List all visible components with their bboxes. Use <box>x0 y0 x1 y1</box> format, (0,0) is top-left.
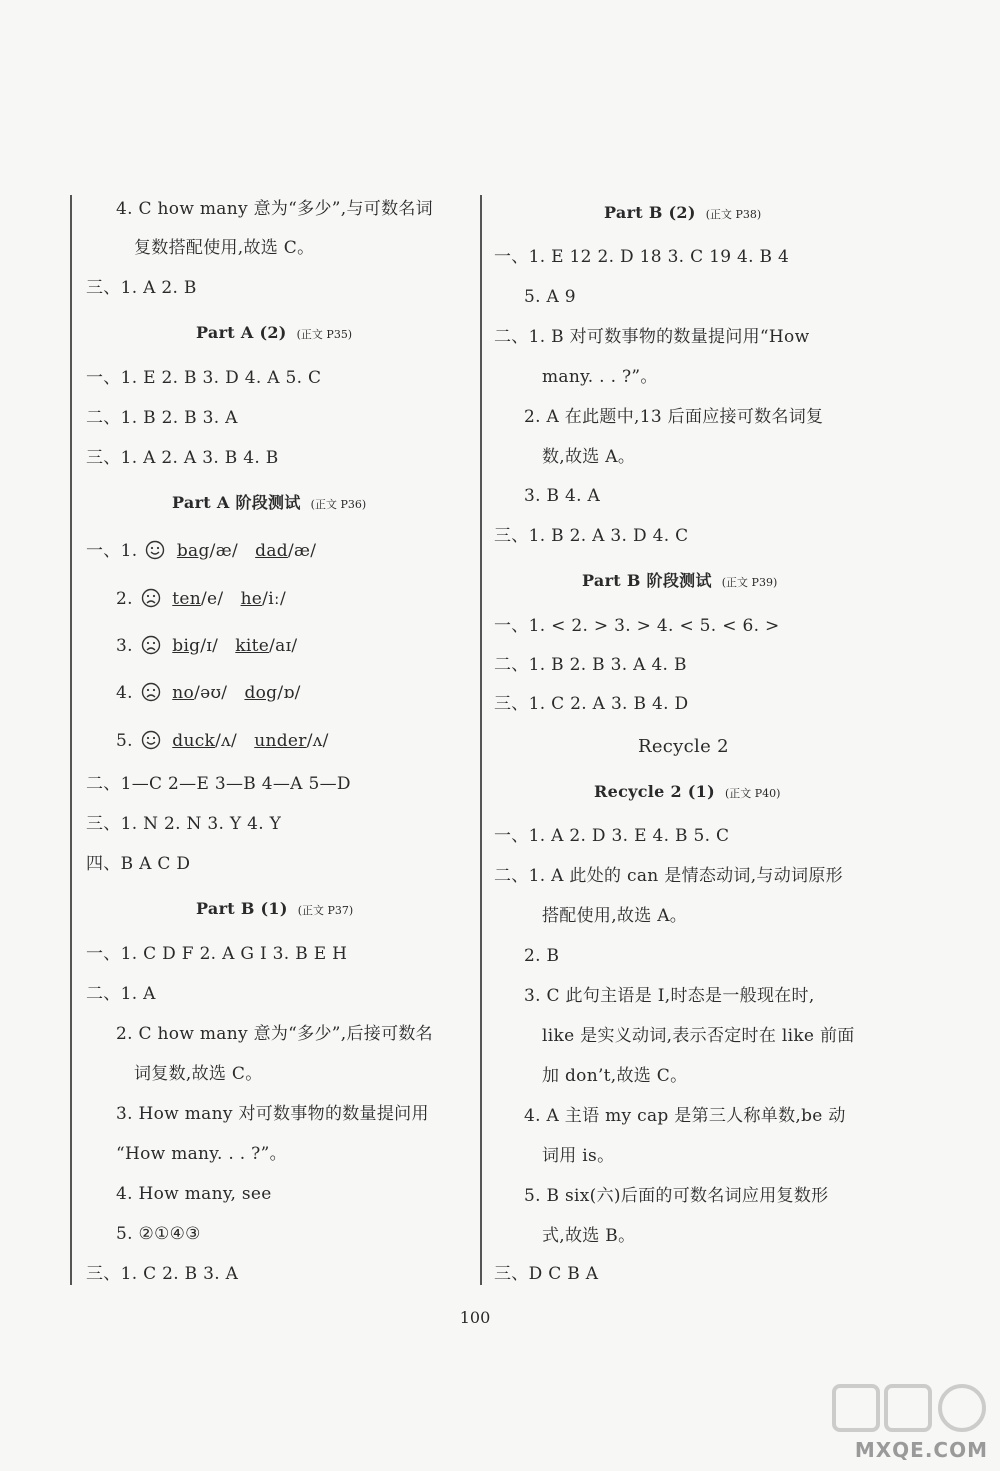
answer-line: 4. A 主语 my cap 是第三人称单数,be 动 <box>524 1106 846 1126</box>
smiley-face-icon <box>141 730 161 750</box>
answer-line: 一、1. E 2. B 3. D 4. A 5. C <box>86 368 322 388</box>
answer-line: 3. How many 对可数事物的数量提问用 <box>116 1104 429 1124</box>
answer-line: 2. C how many 意为“多少”,后接可数名 <box>116 1024 433 1044</box>
answer-line: like 是实义动词,表示否定时在 like 前面 <box>542 1026 855 1046</box>
answer-line: 一、1. E 12 2. D 18 3. C 19 4. B 4 <box>494 247 790 267</box>
answer-line: 数,故选 A。 <box>542 447 636 467</box>
answer-line: 二、1. B 对可数事物的数量提问用“How <box>494 327 810 347</box>
phonics-row: 5. duck/ʌ/ under/ʌ/ <box>116 731 329 751</box>
answer-line: 2. A 在此题中,13 后面应接可数名词复 <box>524 407 824 427</box>
answer-line: 3. C 此句主语是 I,时态是一般现在时, <box>524 986 815 1006</box>
page-reference: (正文 P36) <box>310 498 367 511</box>
answer-line: 4. C how many 意为“多少”,与可数名词 <box>116 199 433 219</box>
answer-line: 一、1. C D F 2. A G I 3. B E H <box>86 944 348 964</box>
answer-line: 三、1. C 2. A 3. B 4. D <box>494 694 689 714</box>
answer-line: 四、B A C D <box>86 854 191 874</box>
watermark-text: MXQE.COM <box>854 1438 988 1462</box>
heading-text: Part A (2) <box>196 323 287 342</box>
phonics-row: 4. no/əʊ/ dog/ɒ/ <box>116 683 301 703</box>
sad-face-icon <box>141 635 161 655</box>
page-reference: (正文 P39) <box>721 576 778 589</box>
answer-line: 4. How many, see <box>116 1184 272 1204</box>
answer-line: 加 don’t,故选 C。 <box>542 1066 688 1086</box>
answer-line: many. . . ?”。 <box>542 367 658 387</box>
sad-face-icon <box>141 588 161 608</box>
page-number: 100 <box>459 1308 491 1327</box>
heading-text: Part A 阶段测试 <box>172 493 301 512</box>
page-reference: (正文 P38) <box>705 208 762 221</box>
page-reference: (正文 P37) <box>297 904 354 917</box>
answer-line: 二、1—C 2—E 3—B 4—A 5—D <box>86 774 351 794</box>
answer-line: 2. B <box>524 946 560 966</box>
section-heading <box>196 322 352 346</box>
answer-line: 二、1. B 2. B 3. A 4. B <box>494 655 687 675</box>
phonics-row: 2. ten/e/ he/iː/ <box>116 589 286 609</box>
phonics-row: 3. big/ɪ/ kite/aɪ/ <box>116 636 298 656</box>
answer-line: 二、1. A 此处的 can 是情态动词,与动词原形 <box>494 866 843 886</box>
answer-line: 复数搭配使用,故选 C。 <box>134 238 315 258</box>
answer-line: “How many. . . ?”。 <box>116 1144 287 1164</box>
answer-line: 二、1. B 2. B 3. A <box>86 408 238 428</box>
heading-text: Part B 阶段测试 <box>582 571 712 590</box>
section-heading <box>594 781 780 805</box>
answer-line: 三、1. B 2. A 3. D 4. C <box>494 526 689 546</box>
answer-line: 5. ②①④③ <box>116 1224 201 1244</box>
section-heading <box>582 570 777 594</box>
answer-line: 5. A 9 <box>524 287 576 307</box>
answer-line: 三、1. A 2. A 3. B 4. B <box>86 448 279 468</box>
heading-text: Recycle 2 (1) <box>594 782 715 801</box>
sad-face-icon <box>141 682 161 702</box>
heading-text: Part B (1) <box>196 899 288 918</box>
answer-line: 5. B six(六)后面的可数名词应用复数形 <box>524 1186 829 1206</box>
answer-line: 三、D C B A <box>494 1264 599 1284</box>
section-heading <box>196 898 353 922</box>
phonics-row: 一、1. bag/æ/ dad/æ/ <box>86 541 317 561</box>
column-divider <box>70 195 72 1285</box>
section-heading <box>604 202 761 226</box>
answer-line: 三、1. N 2. N 3. Y 4. Y <box>86 814 282 834</box>
smiley-face-icon <box>145 540 165 560</box>
answer-line: 三、1. C 2. B 3. A <box>86 1264 239 1284</box>
answer-line: 三、1. A 2. B <box>86 278 197 298</box>
heading-text: Part B (2) <box>604 203 696 222</box>
column-divider <box>480 195 482 1285</box>
answer-line: 词用 is。 <box>542 1146 615 1166</box>
answer-line: 词复数,故选 C。 <box>134 1064 263 1084</box>
answer-line: 搭配使用,故选 A。 <box>542 906 688 926</box>
page-reference: (正文 P35) <box>296 328 353 341</box>
answer-line: 一、1. < 2. > 3. > 4. < 5. < 6. > <box>494 616 780 636</box>
section-heading <box>172 492 366 516</box>
answer-line: 3. B 4. A <box>524 486 601 506</box>
unit-title: Recycle 2 <box>638 736 729 757</box>
page-reference: (正文 P40) <box>724 787 781 800</box>
answer-line: 一、1. A 2. D 3. E 4. B 5. C <box>494 826 730 846</box>
answer-line: 式,故选 B。 <box>542 1226 636 1246</box>
answer-line: 二、1. A <box>86 984 156 1004</box>
